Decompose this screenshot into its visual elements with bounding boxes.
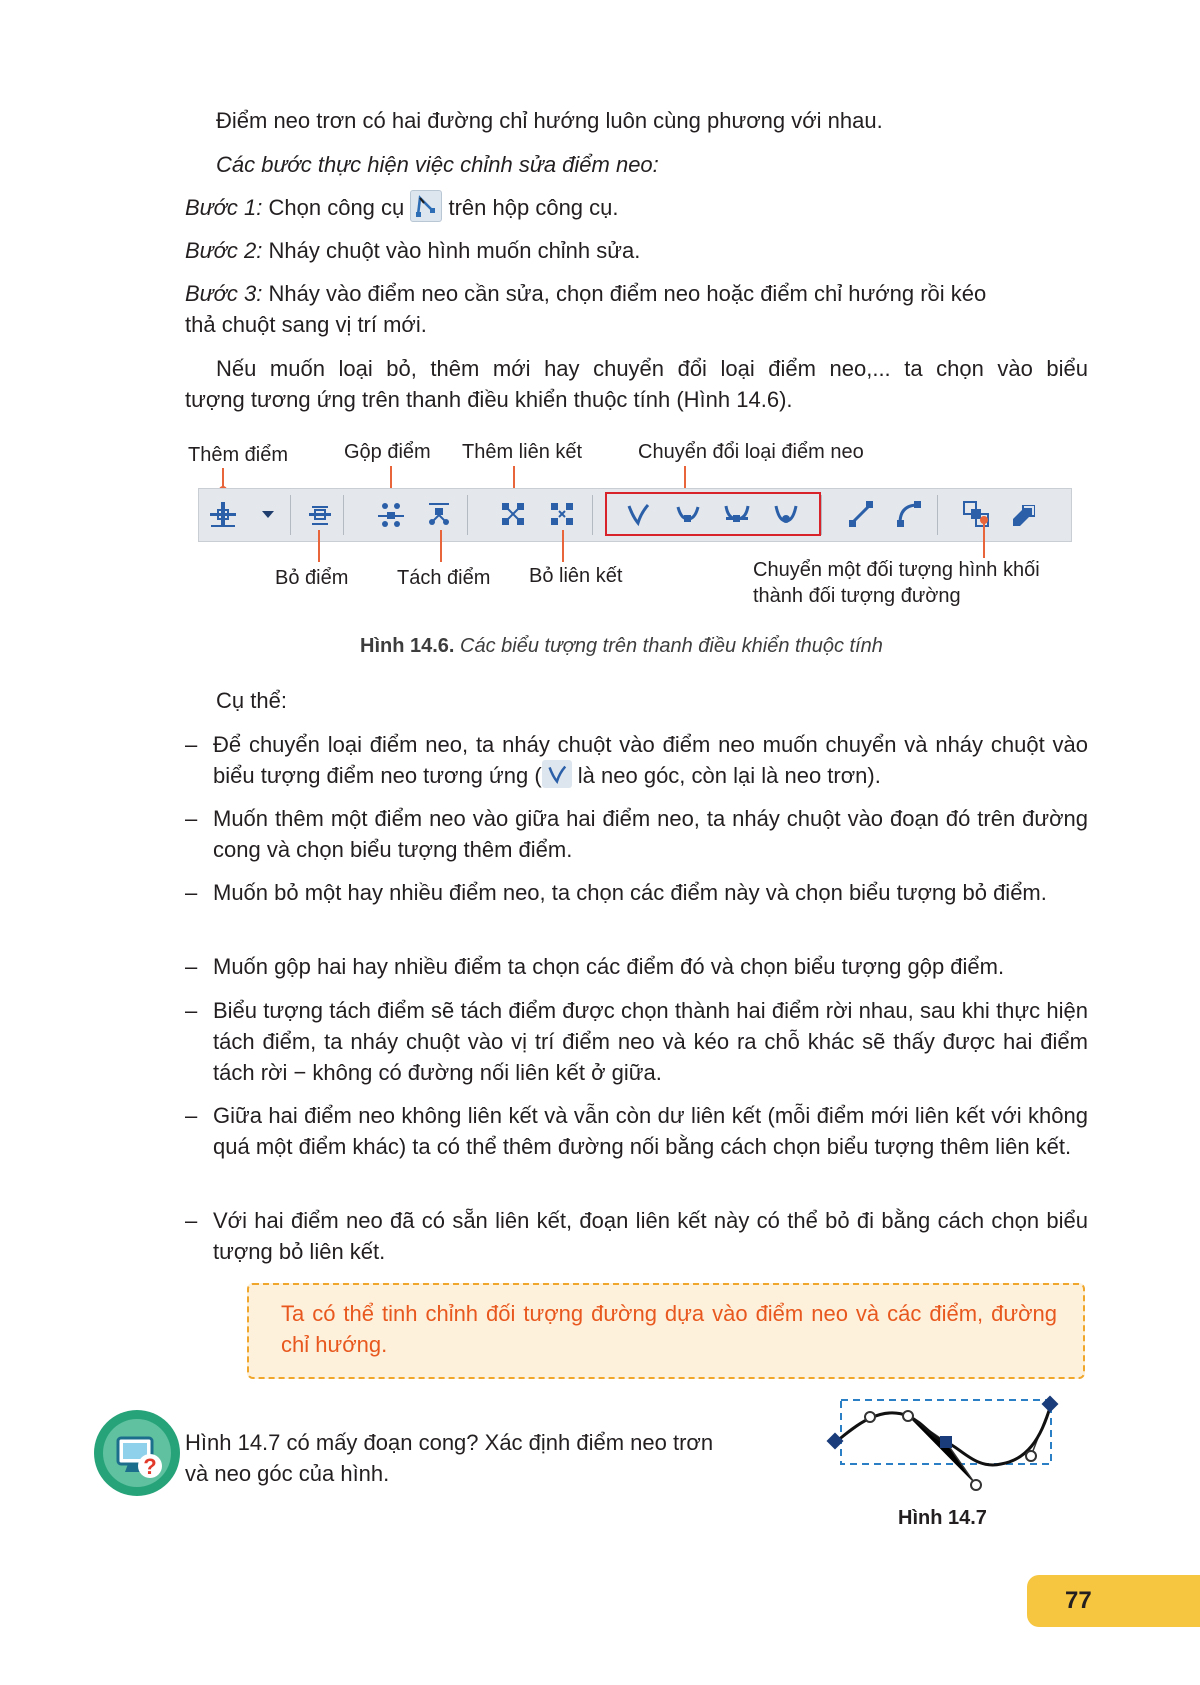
note-box bbox=[247, 1283, 1085, 1379]
para-remove-line-1: Nếu muốn loại bỏ, thêm mới hay chuyển đổi loại điểm neo,... ta chọn vào biểu bbox=[216, 356, 1088, 381]
label-bo-lien-ket: Bỏ liên kết bbox=[529, 565, 623, 587]
label-tach-diem: Tách điểm bbox=[397, 567, 491, 589]
list-item bbox=[185, 1205, 1088, 1267]
toolbar-separator bbox=[343, 495, 344, 535]
caption-number: Hình 14.6. bbox=[360, 635, 455, 657]
page-number: 77 bbox=[1027, 1575, 1200, 1627]
step-1-text-before: Chọn công cụ bbox=[262, 195, 411, 220]
label-gop-diem: Gộp điểm bbox=[344, 441, 431, 463]
intro-line: Điểm neo trơn có hai đường chỉ hướng luôn cùng phương với nhau. bbox=[216, 108, 883, 133]
list-item bbox=[185, 951, 1088, 982]
toolbar-separator bbox=[937, 495, 938, 535]
list-item-text: Biểu tượng tách điểm sẽ tách điểm được chọn thành hai điểm rời nhau, sau khi thực hiện tách điểm, ta nháy chuột vào vị trí điểm neo và kéo ra chỗ khác sẽ thấy được hai điểm tách rời − không có đường nối liên kết ở giữa. bbox=[213, 998, 1088, 1085]
cusp-node-icon bbox=[542, 760, 572, 788]
shape-tool-icon bbox=[410, 190, 442, 222]
note-text: Ta có thể tinh chỉnh đối tượng đường dựa vào điểm neo và các điểm, đường chỉ hướng. bbox=[281, 1301, 1057, 1357]
chevron-down-icon[interactable] bbox=[251, 497, 285, 531]
label-thanh-doi-tuong-duong: thành đối tượng đường bbox=[753, 585, 961, 607]
list-dash: – bbox=[185, 954, 198, 979]
question-icon bbox=[92, 1408, 182, 1498]
list-dash: – bbox=[185, 880, 198, 905]
figure-14-6-caption bbox=[360, 633, 883, 659]
question-line-1: Hình 14.7 có mấy đoạn cong? Xác định điểm neo trơn bbox=[185, 1430, 714, 1455]
step-1 bbox=[185, 192, 619, 225]
toolbar-separator bbox=[821, 495, 822, 535]
stroke-to-path-icon[interactable] bbox=[1007, 497, 1041, 531]
list-item-text: Muốn bỏ một hay nhiều điểm neo, ta chọn các điểm này và chọn biểu tượng bỏ điểm. bbox=[213, 880, 1047, 905]
list-item bbox=[185, 877, 1088, 939]
para-remove-line-2: tượng tương ứng trên thanh điều khiển thuộc tính (Hình 14.6). bbox=[185, 387, 793, 412]
list-dash: – bbox=[185, 732, 198, 757]
list-item-text: Giữa hai điểm neo không liên kết và vẫn còn dư liên kết (mỗi điểm mới liên kết với không quá một điểm khác) ta có thể thêm đường nối bằng cách chọn biểu tượng thêm liên kết. bbox=[213, 1103, 1088, 1159]
list-item-text: Muốn gộp hai hay nhiều điểm ta chọn các điểm đó và chọn biểu tượng gộp điểm. bbox=[213, 954, 1005, 979]
add-node-icon[interactable] bbox=[206, 497, 240, 531]
label-them-lien-ket: Thêm liên kết bbox=[462, 441, 583, 463]
step-1-label: Bước 1: bbox=[185, 195, 263, 220]
break-node-icon[interactable] bbox=[422, 497, 456, 531]
label-bo-diem: Bỏ điểm bbox=[275, 567, 349, 589]
pin-bo-lien-ket bbox=[562, 530, 564, 562]
list-item bbox=[185, 729, 1088, 791]
list-item bbox=[185, 995, 1088, 1088]
step-3-label: Bước 3: bbox=[185, 281, 263, 306]
delete-segment-icon[interactable] bbox=[545, 497, 579, 531]
pin-tach-diem bbox=[440, 530, 442, 562]
step-2-label: Bước 2: bbox=[185, 238, 263, 263]
steps-title: Các bước thực hiện việc chỉnh sửa điểm neo: bbox=[216, 152, 659, 177]
list-item-text: Để chuyển loại điểm neo, ta nháy chuột vào điểm neo muốn chuyển và nháy chuột vào biểu tượng điểm neo tương ứng ( là neo góc, còn lại là neo trơn). bbox=[213, 732, 1088, 788]
step-3-text-line-1: Nháy vào điểm neo cần sửa, chọn điểm neo hoặc điểm chỉ hướng rồi kéo bbox=[262, 281, 987, 306]
step-1-text-after: trên hộp công cụ. bbox=[442, 195, 619, 220]
list-item bbox=[185, 803, 1088, 865]
pin-dot bbox=[980, 516, 988, 524]
step-3-line-1 bbox=[185, 278, 1088, 309]
step-3-line-2: thả chuột sang vị trí mới. bbox=[185, 312, 427, 337]
details-title: Cụ thể: bbox=[216, 688, 287, 713]
figure-14-7-caption: Hình 14.7 bbox=[898, 1507, 987, 1529]
delete-node-icon[interactable] bbox=[303, 497, 337, 531]
toolbar-separator bbox=[290, 495, 291, 535]
list-item bbox=[185, 1100, 1088, 1193]
toolbar-separator bbox=[592, 495, 593, 535]
list-item-text: Với hai điểm neo đã có sẵn liên kết, đoạn liên kết này có thể bỏ đi bằng cách chọn biểu tượng bỏ liên kết. bbox=[213, 1208, 1088, 1264]
question-line-2: và neo góc của hình. bbox=[185, 1461, 390, 1486]
list-dash: – bbox=[185, 998, 198, 1023]
step-2 bbox=[185, 235, 640, 266]
list-dash: – bbox=[185, 1103, 198, 1128]
pin-bo-diem bbox=[318, 530, 320, 562]
label-chuyen-mot-doi-tuong: Chuyển một đối tượng hình khối bbox=[753, 559, 1040, 581]
caption-text: Các biểu tượng trên thanh điều khiển thuộc tính bbox=[454, 635, 883, 657]
label-them-diem: Thêm điểm bbox=[188, 444, 289, 466]
pin-chuyen-mot-doi-tuong bbox=[983, 520, 985, 558]
segment-to-line-icon[interactable] bbox=[844, 497, 878, 531]
object-to-path-icon[interactable] bbox=[959, 497, 993, 531]
node-type-highlight bbox=[605, 492, 821, 536]
figure-14-7-curve bbox=[826, 1390, 1066, 1500]
list-dash: – bbox=[185, 1208, 198, 1233]
segment-to-curve-icon[interactable] bbox=[892, 497, 926, 531]
list-item-text: Muốn thêm một điểm neo vào giữa hai điểm neo, ta nháy chuột vào đoạn đó trên đường cong và chọn biểu tượng thêm điểm. bbox=[213, 806, 1088, 862]
join-segment-icon[interactable] bbox=[496, 497, 530, 531]
label-chuyen-doi-loai-diem-neo: Chuyển đổi loại điểm neo bbox=[638, 441, 864, 463]
toolbar-separator bbox=[467, 495, 468, 535]
list-dash: – bbox=[185, 806, 198, 831]
join-nodes-icon[interactable] bbox=[374, 497, 408, 531]
svg-text:?: ? bbox=[143, 1454, 157, 1479]
step-2-text: Nháy chuột vào hình muốn chỉnh sửa. bbox=[262, 238, 641, 263]
